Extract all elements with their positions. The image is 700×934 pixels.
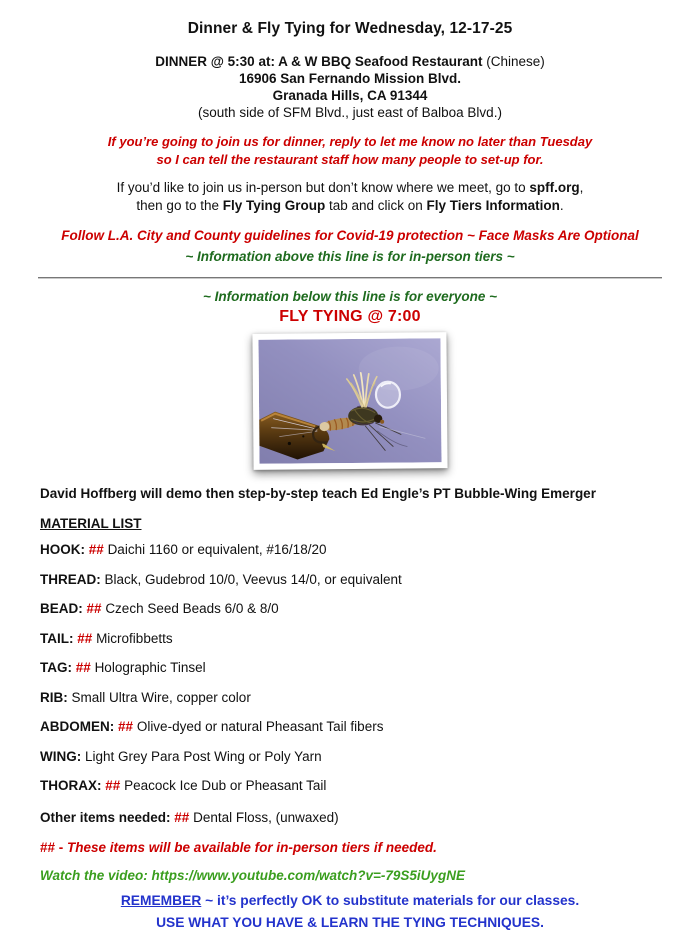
video-url-link[interactable]: https://www.youtube.com/watch?v=-79S5iUygNE	[151, 868, 465, 883]
material-label: THREAD:	[40, 571, 101, 587]
video-label: Watch the video:	[40, 868, 152, 883]
material-text: Holographic Tinsel	[94, 660, 206, 675]
restaurant-location-note: (south side of SFM Blvd., just east of Balboa Blvd.)	[198, 105, 502, 120]
hash-marker: ##	[86, 601, 102, 616]
material-label: TAIL:	[40, 630, 74, 646]
material-item-hook	[40, 542, 662, 558]
directions-line-2	[0, 197, 700, 215]
material-label: TAG:	[40, 660, 72, 675]
material-label: WING:	[40, 748, 82, 764]
material-item-tag	[40, 660, 662, 676]
restaurant-cuisine: (Chinese)	[482, 54, 545, 69]
remember-block	[0, 890, 700, 934]
other-items-text: Dental Floss, (unwaxed)	[193, 810, 339, 825]
material-item-tail	[40, 631, 662, 647]
remember-line-2: USE WHAT YOU HAVE & LEARN THE TYING TECHNIQUES.	[156, 915, 544, 930]
directions-text: If you’d like to join us in-person but don’t know where we meet, go to	[116, 180, 530, 195]
material-label: THORAX:	[40, 778, 102, 793]
hash-legend-text: These items will be available for in-person tiers if needed.	[67, 840, 437, 855]
fly-tying-group-tab-text: Fly Tying Group	[222, 198, 326, 213]
material-text: Microfibbetts	[96, 630, 173, 646]
material-text: Black, Gudebrod 10/0, Veevus 14/0, or equivalent	[104, 571, 402, 587]
fly-tying-heading: FLY TYING @ 7:00	[279, 308, 421, 325]
material-item-thorax	[40, 778, 662, 794]
material-item-bead	[40, 601, 662, 617]
spff-org-text: spff.org	[529, 180, 580, 195]
remember-line-1	[0, 890, 700, 912]
demo-announcement: David Hoffberg will demo then step-by-step teach Ed Engle’s PT Bubble-Wing Emerger	[40, 486, 596, 501]
material-item-rib	[40, 690, 662, 706]
hash-marker: ## -	[40, 840, 68, 855]
material-text: Small Ultra Wire, copper color	[71, 689, 251, 705]
hash-marker: ##	[105, 778, 121, 793]
meeting-directions	[0, 179, 700, 215]
material-label: HOOK:	[40, 542, 85, 557]
directions-line-1	[0, 179, 700, 197]
covid-guidelines-notice: Follow L.A. City and County guidelines for Covid-19 protection ~ Face Masks Are Optional	[61, 228, 639, 243]
material-text: Peacock Ice Dub or Pheasant Tail	[124, 778, 327, 793]
dinner-time-restaurant: DINNER @ 5:30 at: A & W BBQ Seafood Restaurant	[155, 54, 483, 69]
directions-text: then go to the	[136, 198, 223, 213]
rsvp-line-1: If you’re going to join us for dinner, reply to let me know no later than Tuesday	[107, 134, 593, 149]
flyer-page	[0, 20, 700, 930]
rsvp-notice	[0, 133, 700, 168]
section-divider	[38, 277, 662, 279]
video-line	[40, 868, 662, 883]
material-item-thread	[40, 572, 662, 588]
material-text: Czech Seed Beads 6/0 & 8/0	[105, 601, 279, 616]
restaurant-address-street: 16906 San Fernando Mission Blvd.	[238, 71, 462, 86]
hash-legend-note	[40, 840, 662, 855]
directions-punct: ,	[579, 180, 584, 195]
directions-text: tab and click on	[325, 198, 427, 213]
material-text: Olive-dyed or natural Pheasant Tail fibers	[136, 719, 384, 734]
material-text: Light Grey Para Post Wing or Poly Yarn	[85, 748, 322, 764]
hash-marker: ##	[77, 630, 93, 646]
hash-marker: ##	[174, 810, 190, 825]
other-items-label: Other items needed:	[40, 810, 171, 825]
dinner-info-block	[0, 53, 700, 121]
material-label: ABDOMEN:	[40, 719, 115, 734]
rsvp-line-2: so I can tell the restaurant staff how many people to set-up for.	[156, 151, 544, 167]
material-label: BEAD:	[40, 601, 83, 616]
remember-word: REMEMBER	[120, 893, 202, 908]
material-list-heading: MATERIAL LIST	[40, 516, 142, 531]
material-text: Daichi 1160 or equivalent, #16/18/20	[107, 542, 327, 557]
hash-marker: ##	[118, 719, 134, 734]
material-list-section	[40, 516, 662, 883]
material-item-abdomen	[40, 719, 662, 735]
remember-rest: ~ it’s perfectly OK to substitute materials for our classes.	[201, 893, 580, 908]
photo-area	[0, 333, 700, 475]
above-line-note: ~ Information above this line is for in-person tiers ~	[185, 249, 515, 264]
other-items-line	[40, 810, 662, 826]
fly-tiers-information-text: Fly Tiers Information	[426, 198, 560, 213]
hash-marker: ##	[75, 660, 91, 675]
hash-marker: ##	[88, 542, 104, 557]
dinner-time-line	[0, 53, 700, 70]
material-item-wing	[40, 749, 662, 765]
directions-punct: .	[559, 198, 564, 213]
fly-photo	[252, 332, 447, 470]
page-title: Dinner & Fly Tying for Wednesday, 12-17-25	[187, 20, 513, 37]
below-line-note: ~ Information below this line is for everyone ~	[202, 289, 498, 304]
fly-photo-image	[258, 338, 441, 464]
restaurant-address-city: Granada Hills, CA 91344	[272, 88, 428, 103]
material-label: RIB:	[40, 689, 68, 705]
